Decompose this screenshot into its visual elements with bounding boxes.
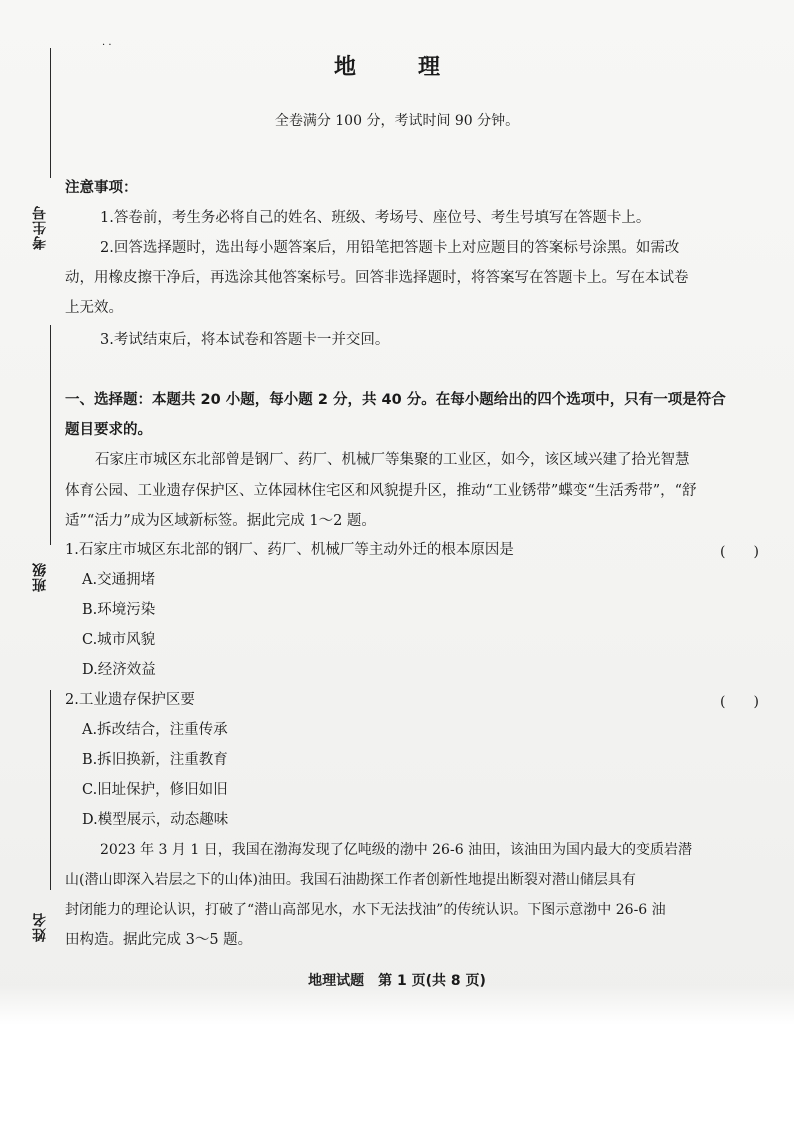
passage-line: 体育公园、工业遗存保护区、立体园林住宅区和风貌提升区，推动“工业锈带”蝶变“生活秀带”，“舒 [65, 483, 697, 499]
margin-label-class: 班级 [32, 562, 48, 592]
passage-line: 封闭能力的理论认识，打破了“潜山高部见水，水下无法找油”的传统认识。下图示意渤中 26-6 油 [65, 902, 666, 918]
paper-edge [0, 985, 794, 1025]
option-2d: D.模型展示，动态趣味 [82, 812, 229, 828]
margin-label-exam-no: 考生号 [32, 205, 48, 250]
margin-line-middle [50, 325, 51, 545]
notice-line: 3.考试结束后，将本试卷和答题卡一并交回。 [100, 332, 390, 348]
scan-mark: · · [102, 40, 112, 51]
answer-blank-1: ( ) [720, 544, 759, 560]
option-1d: D.经济效益 [82, 662, 156, 678]
answer-blank-2: ( ) [720, 694, 759, 710]
question-stem-1: 1.石家庄市城区东北部的钢厂、药厂、机械厂等主动外迁的根本原因是 [65, 542, 514, 558]
margin-label-name: 姓名 [32, 912, 48, 942]
option-1a: A.交通拥堵 [82, 572, 156, 588]
option-1c: C.城市风貌 [82, 632, 156, 648]
option-2c: C.旧址保护，修旧如旧 [82, 782, 228, 798]
option-2b: B.拆旧换新，注重教育 [82, 752, 228, 768]
passage-line: 田构造。据此完成 3～5 题。 [65, 932, 253, 948]
notice-line: 1.答卷前，考生务必将自己的姓名、班级、考场号、座位号、考生号填写在答题卡上。 [100, 210, 651, 226]
margin-line-bottom [50, 690, 51, 890]
page-title: 地 理 [333, 55, 460, 80]
notice-line: 动，用橡皮擦干净后，再选涂其他答案标号。回答非选择题时，将答案写在答题卡上。写在本试卷 [65, 270, 689, 286]
passage-line: 山(潜山即深入岩层之下的山体)油田。我国石油勘探工作者创新性地提出断裂对潜山储层具有 [65, 872, 636, 888]
notice-heading: 注意事项： [65, 180, 138, 196]
section-heading: 一、选择题：本题共 20 小题，每小题 2 分，共 40 分。在每小题给出的四个选项中，只有一项是符合 [65, 392, 726, 408]
question-stem-2: 2.工业遗存保护区要 [65, 692, 195, 708]
option-2a: A.拆改结合，注重传承 [82, 722, 228, 738]
option-1b: B.环境污染 [82, 602, 156, 618]
exam-info: 全卷满分 100 分，考试时间 90 分钟。 [274, 113, 520, 129]
passage-line: 2023 年 3 月 1 日，我国在渤海发现了亿吨级的渤中 26-6 油田，该油田为国内最大的变质岩潜 [100, 842, 693, 858]
notice-line: 2.回答选择题时，选出每小题答案后，用铅笔把答题卡上对应题目的答案标号涂黑。如需改 [100, 240, 680, 256]
notice-line: 上无效。 [65, 300, 123, 316]
page-footer: 地理试题 第 1 页(共 8 页) [308, 973, 486, 989]
passage-line: 适”“活力”成为区域新标签。据此完成 1～2 题。 [65, 513, 376, 529]
section-heading-cont: 题目要求的。 [65, 422, 152, 438]
passage-line: 石家庄市城区东北部曾是钢厂、药厂、机械厂等集聚的工业区，如今，该区域兴建了拾光智慧 [95, 452, 690, 468]
